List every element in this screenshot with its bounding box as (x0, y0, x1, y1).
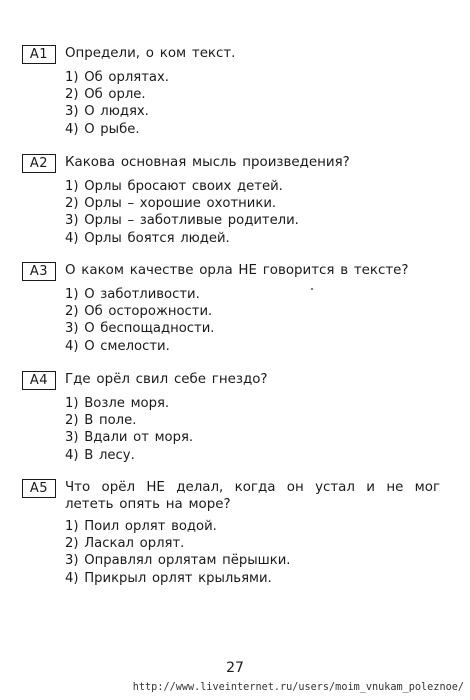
answer-options (65, 69, 452, 138)
question-text: О каком качестве орла НЕ говорится в тексте? (65, 263, 409, 278)
question-a1 (22, 45, 452, 138)
answer-options (65, 178, 452, 247)
answer-option: 2) Ласкал орлят. (65, 536, 185, 552)
question-a4 (22, 371, 452, 464)
question-text: Какова основная мысль произведения? (65, 155, 350, 170)
answer-option: 1) Об орлятах. (65, 70, 169, 85)
question-a3 (22, 262, 452, 355)
answer-option: 1) Возле моря. (65, 396, 170, 411)
answer-options (65, 395, 452, 464)
question-a5 (22, 479, 452, 587)
question-header (22, 154, 452, 173)
answer-option: 1) Поил орлят водой. (65, 519, 217, 534)
answer-option: 1) Орлы бросают своих детей. (65, 179, 283, 194)
answer-option: 3) О людях. (65, 104, 149, 120)
question-label: А2 (22, 154, 56, 173)
question-header (22, 262, 452, 281)
answer-option: 2) Об осторожности. (65, 304, 213, 320)
answer-option: 2) В поле. (65, 413, 137, 429)
question-label: А5 (22, 479, 56, 498)
question-text: Где орёл свил себе гнездо? (65, 372, 268, 387)
answer-option: 3) Вдали от моря. (65, 430, 194, 446)
print-speck (311, 288, 313, 290)
question-text: Определи, о ком текст. (65, 46, 236, 61)
answer-option: 4) В лесу. (65, 447, 135, 463)
question-a2 (22, 154, 452, 247)
answer-option: 4) О рыбе. (65, 121, 140, 137)
page-number: 27 (226, 660, 244, 676)
question-header (22, 371, 452, 390)
question-text: Что орёл НЕ делал, когда он устал и не мог лететь опять на море? (65, 480, 440, 512)
answer-options (65, 286, 452, 355)
answer-option: 3) Орлы – заботливые родители. (65, 213, 299, 229)
question-header (22, 45, 452, 64)
answer-option: 3) Оправлял орлятам пёрышки. (65, 553, 291, 569)
answer-option: 4) Орлы боятся людей. (65, 230, 230, 246)
answer-option: 3) О беспощадности. (65, 321, 215, 337)
question-label: А1 (22, 45, 56, 64)
answer-options (65, 518, 452, 587)
answer-option: 2) Об орле. (65, 87, 146, 103)
question-label: А3 (22, 262, 56, 281)
question-header (22, 479, 452, 513)
answer-option: 4) Прикрыл орлят крыльями. (65, 570, 272, 586)
answer-option: 4) О смелости. (65, 338, 170, 354)
question-label: А4 (22, 371, 56, 390)
answer-option: 2) Орлы – хорошие охотники. (65, 196, 277, 212)
source-url-watermark: http://www.liveinternet.ru/users/moim_vnukam_poleznoe/ (132, 682, 464, 693)
answer-option: 1) О заботливости. (65, 287, 200, 302)
